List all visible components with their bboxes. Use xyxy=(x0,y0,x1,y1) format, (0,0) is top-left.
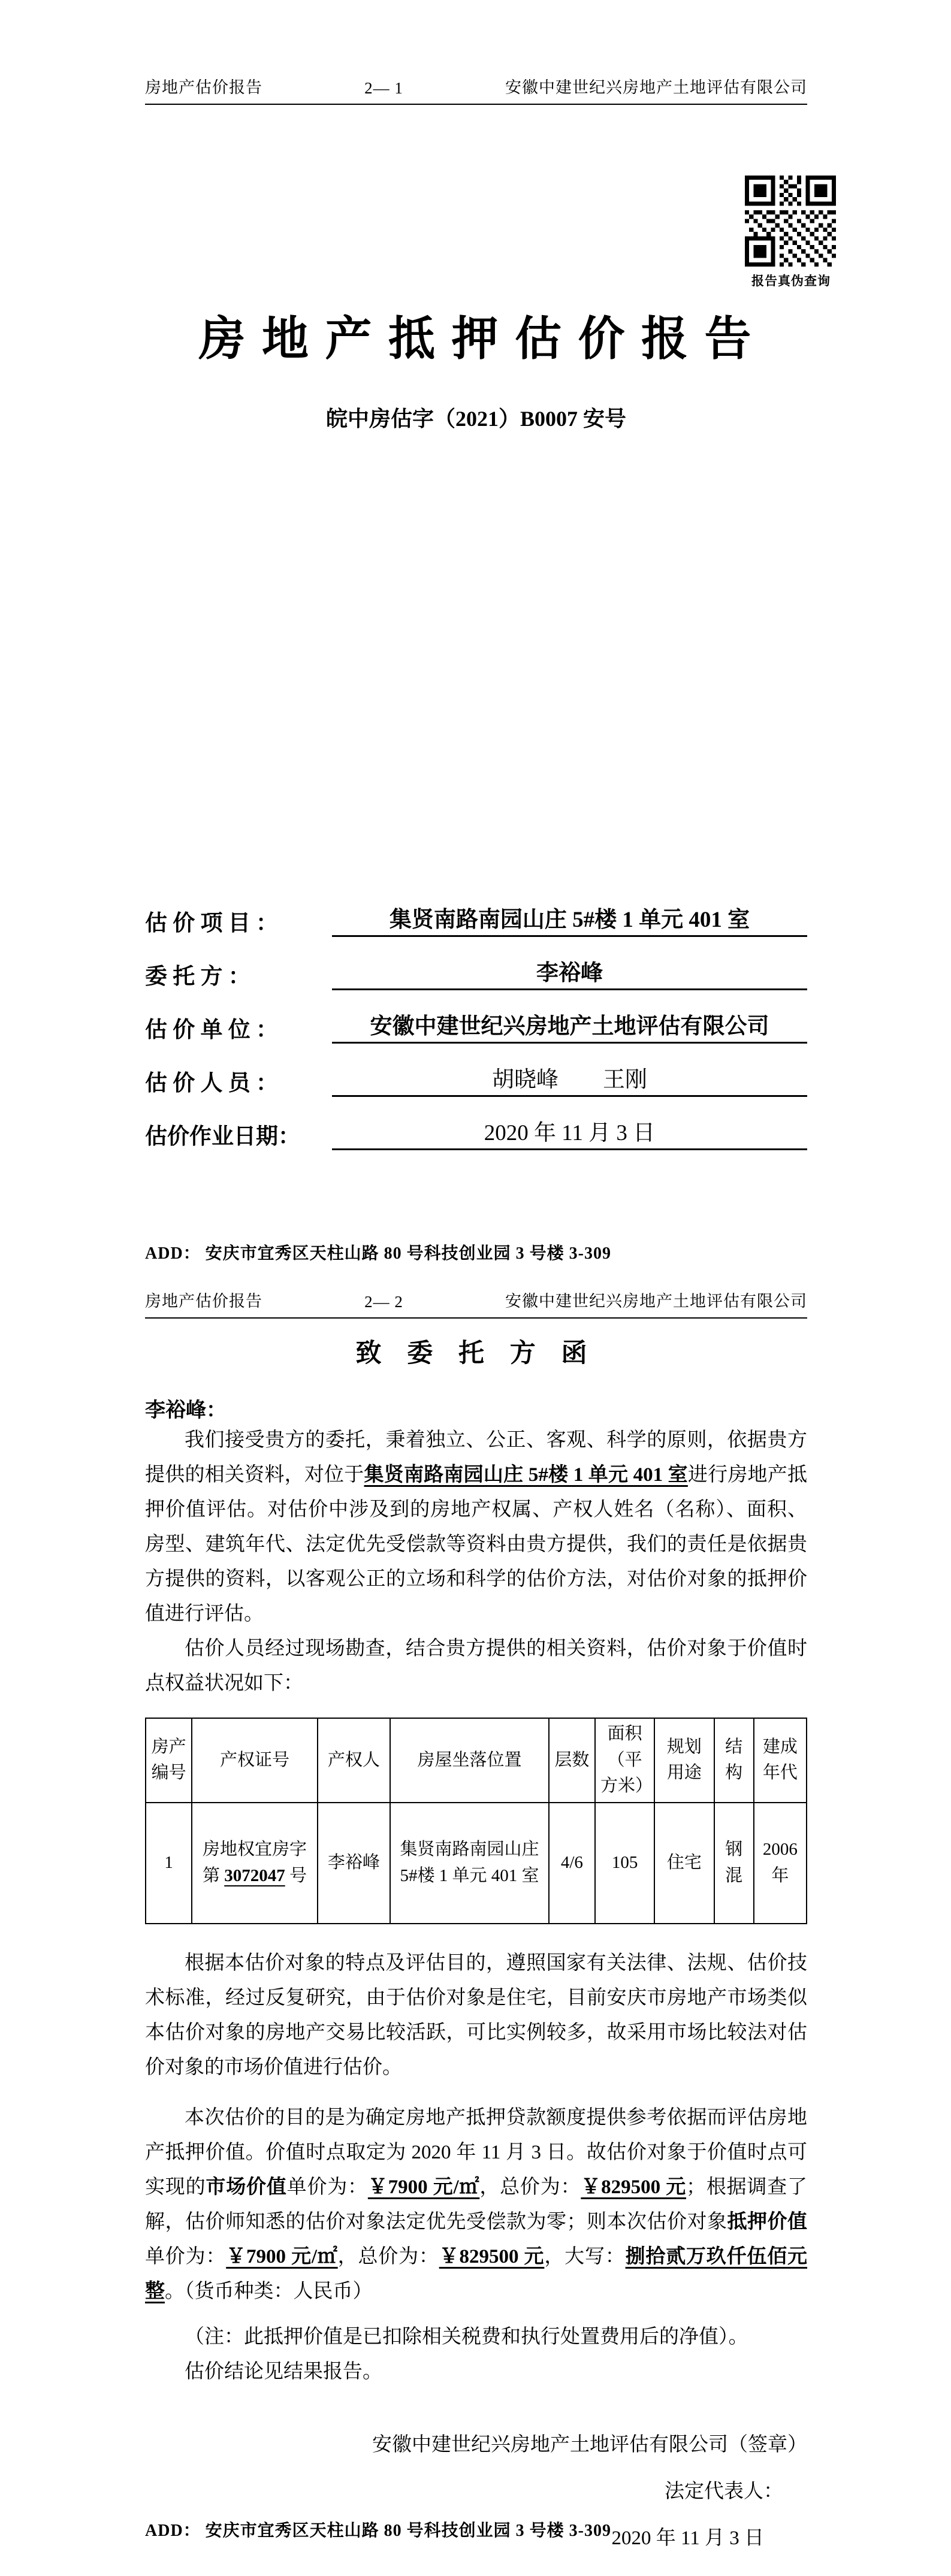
property-rights-table xyxy=(145,1718,807,1924)
field-agency xyxy=(145,1006,807,1044)
col-header-cert-no: 产权证号 xyxy=(192,1718,318,1803)
header-doc-type: 房地产估价报告 xyxy=(145,1292,262,1310)
market-unit-price: ￥7900 元/㎡ xyxy=(367,2176,480,2198)
cell-cert-no xyxy=(192,1803,318,1924)
col-header-property-no: 房产编号 xyxy=(146,1718,192,1803)
field-project xyxy=(145,900,807,937)
field-client-label: 委 托 方 ： xyxy=(145,965,250,989)
field-project-value: 集贤南路南园山庄 5#楼 1 单元 401 室 xyxy=(332,901,807,937)
field-client-value: 李裕峰 xyxy=(332,954,807,990)
col-header-floors: 层数 xyxy=(549,1718,595,1803)
header-company-name: 安徽中建世纪兴房地产土地评估有限公司 xyxy=(505,1292,807,1310)
cell-area: 105 xyxy=(595,1803,654,1924)
report-title: 房 地 产 抵 押 估 价 报 告 xyxy=(198,313,754,365)
paragraph-conclusion-ref: 估价结论见结果报告。 xyxy=(185,2360,382,2383)
header-page-number: 2— 2 xyxy=(364,1293,403,1311)
p4-text-5: 单价为： xyxy=(145,2245,227,2267)
amount-in-words: 捌拾贰万玖仟伍佰元整 xyxy=(145,2245,808,2302)
table-header-row xyxy=(146,1718,807,1803)
col-header-area: 面积（平方米） xyxy=(595,1718,654,1803)
field-appraisers xyxy=(145,1060,807,1097)
letter-to-client-page xyxy=(0,1270,951,2576)
market-total-price: ￥829500 元 xyxy=(581,2176,687,2198)
p4-text-8: 。（货币种类：人民币） xyxy=(165,2280,373,2302)
p4-text-6: ，总价为： xyxy=(337,2245,439,2267)
qr-code-image xyxy=(745,176,836,267)
col-header-use: 规划用途 xyxy=(654,1718,714,1803)
mortgage-total-price: ￥829500 元 xyxy=(439,2245,545,2267)
signature-legal-rep: 法定代表人： xyxy=(665,2480,783,2502)
letter-title: 致 委 托 方 函 xyxy=(355,1340,597,1368)
header-page-number: 2— 1 xyxy=(364,79,403,97)
table-row xyxy=(146,1803,807,1924)
field-date-label: 估价作业日期： xyxy=(145,1124,300,1149)
paragraph-note: （注：此抵押价值是已扣除相关税费和执行处置费用后的净值）。 xyxy=(185,2326,748,2348)
p1-text-2: 进行房地产抵押价值评估。对估价中涉及到的房地产权属、产权人姓名（名称）、面积、房型、建筑年代、法定优先受偿款等资料由贵方提供，我们的责任是依据贵方提供的资料，以客观公正的立场和科学的估价方法，对估价对象的抵押价值进行评估。 xyxy=(145,1464,808,1625)
field-agency-value: 安徽中建世纪兴房地产土地评估有限公司 xyxy=(332,1008,807,1044)
paragraph-inspection: 估价人员经过现场勘查，结合贵方提供的相关资料，估价对象于价值时点权益状况如下： xyxy=(145,1638,807,1694)
p4-text-7: ，大写： xyxy=(544,2245,626,2267)
col-header-location: 房屋坐落位置 xyxy=(390,1718,549,1803)
signature-company: 安徽中建世纪兴房地产土地评估有限公司（签章） xyxy=(372,2433,807,2456)
field-appraisers-value: 胡晓峰 王刚 xyxy=(332,1061,807,1097)
paragraph-engagement xyxy=(145,1423,807,1631)
paragraph-method: 根据本估价对象的特点及评估目的，遵照国家有关法律、法规、估价技术标准，经过反复研究，由于估价对象是住宅，目前安庆市房地产市场类似本估价对象的房地产交易比较活跃，可比实例较多，故采用市场比较法对估价对象的市场价值进行估价。 xyxy=(145,1952,807,2078)
col-header-owner: 产权人 xyxy=(318,1718,390,1803)
page-header xyxy=(145,1270,807,1319)
field-date xyxy=(145,1113,807,1150)
cert-suffix: 号 xyxy=(285,1866,307,1885)
p1-text-1: 我们接受贵方的委托，秉着独立、公正、客观、科学的原则，依据贵方提供的相关资料，对位于 xyxy=(145,1429,807,1486)
header-doc-type: 房地产估价报告 xyxy=(145,78,262,96)
page-header xyxy=(145,0,807,105)
cell-location: 集贤南路南园山庄 5#楼 1 单元 401 室 xyxy=(390,1803,549,1924)
p4-text-2: 单价为： xyxy=(286,2176,368,2198)
cert-number: 3072047 xyxy=(224,1866,285,1885)
report-cover-page xyxy=(0,0,951,1270)
paragraph-valuation-result xyxy=(145,2100,807,2309)
letter-salutation: 李裕峰： xyxy=(145,1399,227,1422)
cell-property-no: 1 xyxy=(146,1803,192,1924)
market-value-term: 市场价值 xyxy=(206,2176,287,2198)
cell-use: 住宅 xyxy=(654,1803,714,1924)
header-company-name: 安徽中建世纪兴房地产土地评估有限公司 xyxy=(505,78,807,96)
page-footer-address: ADD： 安庆市宜秀区天柱山路 80 号科技创业园 3 号楼 3-309 xyxy=(145,2521,611,2540)
p1-property-location: 集贤南路南园山庄 5#楼 1 单元 401 室 xyxy=(364,1464,688,1486)
col-header-structure: 结构 xyxy=(714,1718,754,1803)
report-number: 皖中房估字（2021）B0007 安号 xyxy=(325,407,626,431)
qr-verification-block xyxy=(745,176,837,289)
cell-floors: 4/6 xyxy=(549,1803,595,1924)
cell-year: 2006 年 xyxy=(754,1803,807,1924)
field-project-label: 估 价 项 目 ： xyxy=(145,911,278,936)
col-header-year: 建成年代 xyxy=(754,1718,807,1803)
mortgage-unit-price: ￥7900 元/㎡ xyxy=(226,2245,338,2267)
cover-fields xyxy=(145,900,807,1150)
field-agency-label: 估 价 单 位 ： xyxy=(145,1018,278,1042)
signature-date: 2020 年 11 月 3 日 xyxy=(611,2527,764,2549)
field-appraisers-label: 估 价 人 员 ： xyxy=(145,1071,278,1096)
mortgage-value-term: 抵押价值 xyxy=(727,2211,807,2233)
p4-text-3: ，总价为： xyxy=(479,2176,581,2198)
p4-text-1: 本次估价的目的是为确定房地产抵押贷款额度提供参考依据而评估房地产抵押价值。价值时点取定为 2020 年 11 月 3 日。故估价对象于价值时点可实现的 xyxy=(145,2106,807,2198)
cell-owner: 李裕峰 xyxy=(318,1803,390,1924)
cert-prefix: 房地权宜房字第 xyxy=(202,1840,307,1885)
qr-caption: 报告真伪查询 xyxy=(751,274,831,288)
page-footer-address: ADD： 安庆市宜秀区天柱山路 80 号科技创业园 3 号楼 3-309 xyxy=(145,1244,611,1263)
field-date-value: 2020 年 11 月 3 日 xyxy=(332,1114,807,1150)
p4-text-4: ；根据调查了解，估价师知悉的估价对象法定优先受偿款为零；则本次估价对象 xyxy=(145,2176,808,2233)
field-client xyxy=(145,953,807,990)
cell-structure: 钢混 xyxy=(714,1803,754,1924)
